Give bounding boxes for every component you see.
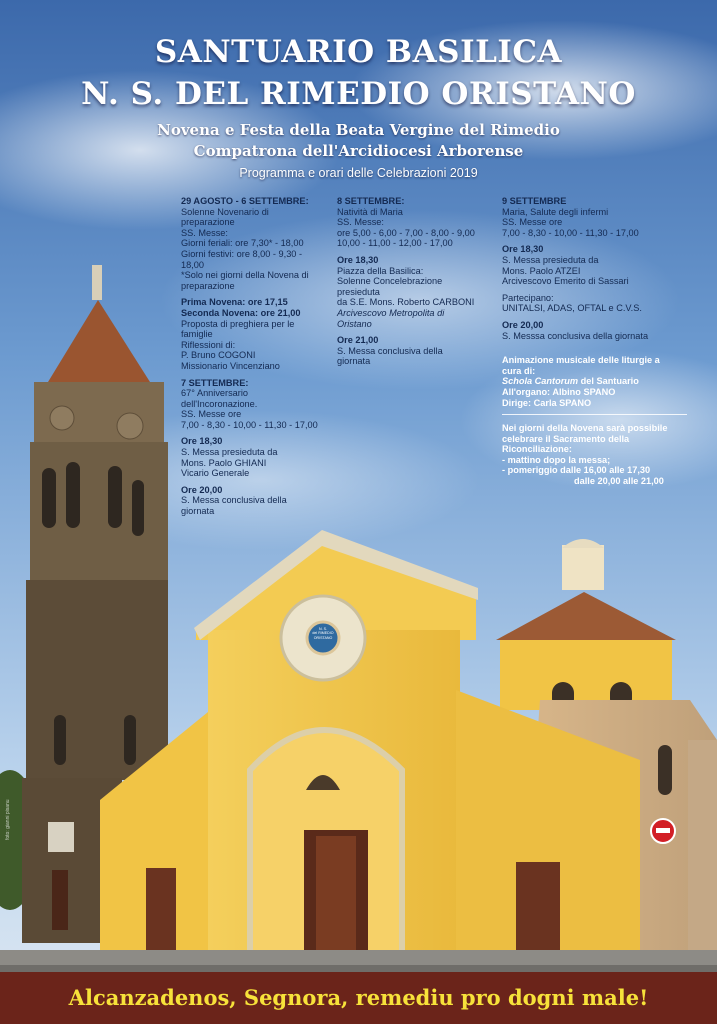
text-line: 67° Anniversario xyxy=(181,388,249,399)
schola-name: Schola Cantorum xyxy=(502,376,579,387)
confession-line: Riconciliazione: xyxy=(502,444,572,455)
time-heading: Ore 18,30 xyxy=(181,436,223,447)
text-line: da S.E. Mons. Roberto CARBONI xyxy=(337,297,475,308)
confession-line: - pomeriggio dalle 16,00 alle 17,30 xyxy=(502,465,651,476)
organ-line: All'organo: Albino SPANO xyxy=(502,386,616,397)
date-heading: 29 AGOSTO - 6 SETTEMBRE: xyxy=(181,196,309,206)
confession-line: celebrare il Sacramento della xyxy=(502,433,630,444)
schedule-column-1 xyxy=(181,196,331,523)
medallion-line: ORISTANO xyxy=(313,635,333,640)
music-note-line: cura di: xyxy=(502,365,536,376)
text-line: S. Messa conclusiva della xyxy=(337,345,443,356)
time-heading: Ore 18,30 xyxy=(502,244,544,255)
subtitle-line-1: Novena e Festa della Beata Vergine del Rimedio xyxy=(157,121,560,139)
time-heading: Ore 18,30 xyxy=(337,254,379,265)
music-note-line: Animazione musicale delle liturgie a xyxy=(502,355,660,366)
time-heading: Ore 20,00 xyxy=(181,484,223,495)
text-line: Arcivescovo Emerito di Sassari xyxy=(502,276,629,287)
text-line: S. Messa presieduta da xyxy=(181,447,278,458)
text-line: SS. Messe ore xyxy=(502,217,563,228)
text-line: Proposta di preghiera per le xyxy=(181,318,295,329)
text-line: Maria, Salute degli infermi xyxy=(502,206,609,217)
motto-banner: Alcanzadenos, Segnora, remediu pro dogni male! xyxy=(0,972,717,1024)
time-heading: Ore 20,00 xyxy=(502,319,544,330)
text-line: preparazione xyxy=(181,280,235,291)
text-line: Riflessioni di: xyxy=(181,339,236,350)
text-line: Giorni feriali: ore 7,30* - 18,00 xyxy=(181,238,304,249)
date-heading: 9 SETTEMBRE xyxy=(502,196,567,206)
title-line-1: SANTUARIO BASILICA xyxy=(154,34,563,70)
text-line: 10,00 - 11,00 - 12,00 - 17,00 xyxy=(337,238,453,249)
time-heading: Prima Novena: ore 17,15 xyxy=(181,297,288,308)
time-heading: Seconda Novena: ore 21,00 xyxy=(181,307,301,318)
text-line: S. Messsa conclusiva della giornata xyxy=(502,330,649,341)
text-line: UNITALSI, ADAS, OFTAL e C.V.S. xyxy=(502,303,642,314)
text-line: Mons. Paolo ATZEI xyxy=(502,265,581,276)
schedule-column-2 xyxy=(337,196,495,373)
text-line: famiglie xyxy=(181,329,213,340)
text-line: P. Bruno COGONI xyxy=(181,350,256,361)
text-line: Giorni festivi: ore 8,00 - 9,30 - xyxy=(181,248,303,259)
text-line: Arcivescovo Metropolita di xyxy=(337,307,445,318)
text-line: ore 5,00 - 6,00 - 7,00 - 8,00 - 9,00 xyxy=(337,227,475,238)
text-line: 7,00 - 8,30 - 10,00 - 11,30 - 17,00 xyxy=(181,419,318,430)
confession-line: Nei giorni della Novena sarà possibile xyxy=(502,423,668,434)
photo-credit: foto: gianni pisanu xyxy=(5,799,11,840)
text-line: Partecipano: xyxy=(502,292,554,303)
text-line: 18,00 xyxy=(181,259,204,270)
text-line: SS. Messe: xyxy=(181,227,228,238)
schola-rest: del Santuario xyxy=(580,376,639,387)
medallion-inscription xyxy=(309,627,337,640)
text-line: Solenne Novenario di xyxy=(181,206,269,217)
text-line: 7,00 - 8,30 - 10,00 - 11,30 - 17,00 xyxy=(502,227,639,238)
text-line: S. Messa conclusiva della xyxy=(181,495,287,506)
medallion-line: N. S. xyxy=(319,627,327,631)
text-line: dell'Incoronazione. xyxy=(181,398,258,409)
text-line: Solenne Concelebrazione xyxy=(337,276,443,287)
subtitle-line-2: Compatrona dell'Arcidiocesi Arborense xyxy=(193,142,524,160)
text-line: giornata xyxy=(337,356,371,367)
text-line: presieduta xyxy=(337,286,380,297)
text-line: S. Messa presieduta da xyxy=(502,254,599,265)
text-line: preparazione xyxy=(181,217,235,228)
text-line: giornata xyxy=(181,506,215,517)
text-line: Piazza della Basilica: xyxy=(337,265,424,276)
date-heading: 8 SETTEMBRE: xyxy=(337,196,405,206)
time-heading: Ore 21,00 xyxy=(337,335,379,346)
text-line: Oristano xyxy=(337,318,372,329)
text-line: Mons. Paolo GHIANI xyxy=(181,457,267,468)
program-heading: Programma e orari delle Celebrazioni 2019 xyxy=(239,166,478,180)
text-line: *Solo nei giorni della Novena di xyxy=(181,270,309,281)
text-line: Missionario Vincenziano xyxy=(181,360,280,371)
medallion-line: del RIMEDIO xyxy=(312,631,334,636)
divider xyxy=(502,414,687,415)
text-line: Vicario Generale xyxy=(181,468,250,479)
text-line: Natività di Maria xyxy=(337,206,403,217)
text-line: SS. Messe ore xyxy=(181,409,242,420)
text-line: SS. Messe: xyxy=(337,217,384,228)
confession-line: dalle 20,00 alle 21,00 xyxy=(574,476,664,487)
schedule-column-3 xyxy=(502,196,702,493)
title-line-2: N. S. DEL RIMEDIO ORISTANO xyxy=(81,76,636,112)
date-heading: 7 SETTEMBRE: xyxy=(181,377,249,388)
director-line: Dirige: Carla SPANO xyxy=(502,397,592,408)
confession-line: - mattino dopo la messa; xyxy=(502,454,611,465)
